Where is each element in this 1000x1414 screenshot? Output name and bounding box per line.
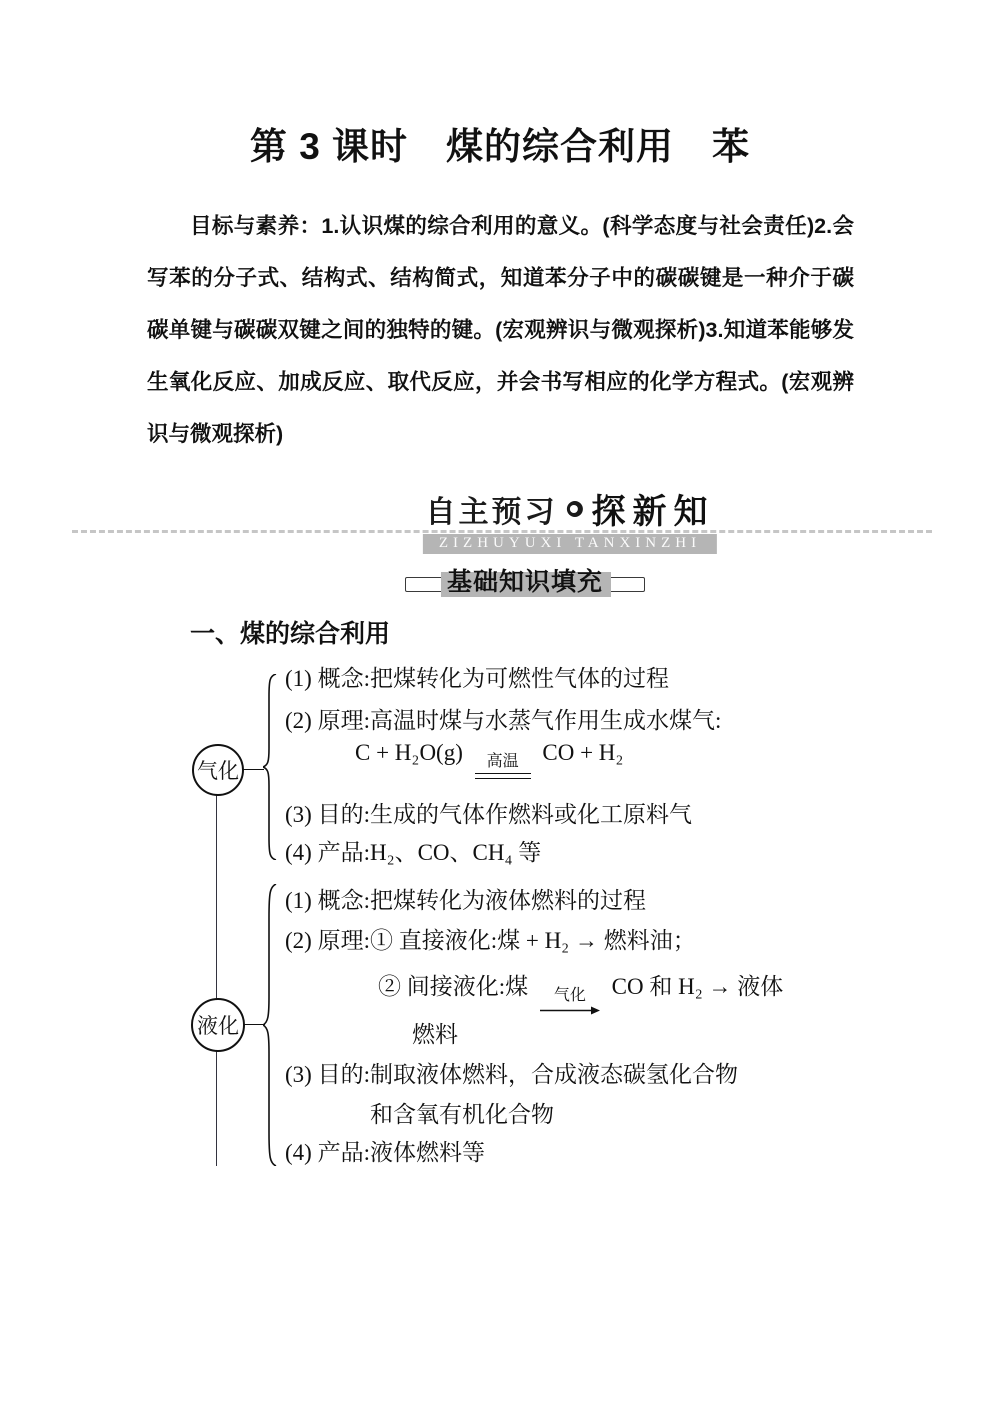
equation-right: CO + H₂	[542, 740, 624, 765]
banner-separator-icon	[566, 501, 582, 517]
gasification-item-1: (1) 概念:把煤转化为可燃性气体的过程	[285, 666, 669, 691]
section-heading: 一、煤的综合利用	[190, 620, 391, 648]
coal-utilization-diagram	[150, 664, 970, 1184]
reaction-arrow-icon	[540, 1006, 600, 1015]
reaction-arrow-with-condition	[540, 987, 600, 1015]
liquefaction-brace	[263, 884, 278, 1166]
banner-subtitle: ZIZHUYUXI TANXINZHI	[423, 534, 717, 554]
liquefaction-indirect-line	[378, 972, 783, 1015]
objective-paragraph: 目标与素养：1.认识煤的综合利用的意义。(科学态度与社会责任)2.会写苯的分子式、结构式、结构简式，知道苯分子中的碳碳键是一种介于碳碳单键与碳碳双键之间的独特的键。(宏观辨识与微观探析)3.知道苯能够发生氧化反应、加成反应、取代反应，并会书写相应的化学方程式。(宏观辨识与微观探析)	[147, 214, 854, 446]
banner-title-left: 自主预习	[425, 495, 558, 529]
section-banner	[0, 484, 1000, 550]
indirect-pre: ② 间接液化:煤	[378, 974, 529, 999]
equation-condition-label: 高温	[486, 753, 519, 770]
banner-title-right: 探新知	[591, 493, 715, 531]
equation-condition-sign	[475, 753, 531, 779]
gasification-equation	[355, 738, 623, 779]
badge-label: 基础知识填充	[446, 568, 603, 596]
banner-content	[423, 484, 717, 554]
liquefaction-node: 液化	[191, 998, 245, 1052]
gasification-node-dash	[243, 769, 264, 770]
gasification-brace	[263, 674, 278, 860]
page-title: 第 3 课时 煤的综合利用 苯	[249, 126, 751, 167]
gasification-item-2: (2) 原理:高温时煤与水蒸气作用生成水煤气:	[285, 708, 722, 733]
banner-title	[425, 484, 714, 533]
liquefaction-item-3-cont: 和含氧有机化合物	[370, 1102, 554, 1127]
indirect-post: CO 和 H₂ → 液体	[611, 974, 784, 999]
gasification-item-4: (4) 产品:H₂、CO、CH₄ 等	[285, 840, 542, 865]
gasification-item-3: (3) 目的:生成的气体作燃料或化工原料气	[285, 802, 692, 827]
gasification-node: 气化	[192, 744, 244, 796]
liquefaction-item-4: (4) 产品:液体燃料等	[285, 1140, 485, 1165]
liquefaction-item-3: (3) 目的:制取液体燃料，合成液态碳氢化合物	[285, 1062, 738, 1087]
knowledge-badge	[405, 562, 645, 600]
liquefaction-indirect-cont: 燃料	[412, 1022, 458, 1047]
liquefaction-item-1: (1) 概念:把煤转化为液体燃料的过程	[285, 888, 646, 913]
equation-left: C + H₂O(g)	[355, 740, 463, 765]
node-connector-line	[216, 793, 217, 1166]
liquefaction-node-dash	[244, 1024, 265, 1025]
double-line-sign	[475, 773, 531, 779]
arrow-condition-label: 气化	[553, 987, 586, 1004]
liquefaction-item-2: (2) 原理:① 直接液化:煤 + H₂ → 燃料油；	[285, 928, 696, 953]
